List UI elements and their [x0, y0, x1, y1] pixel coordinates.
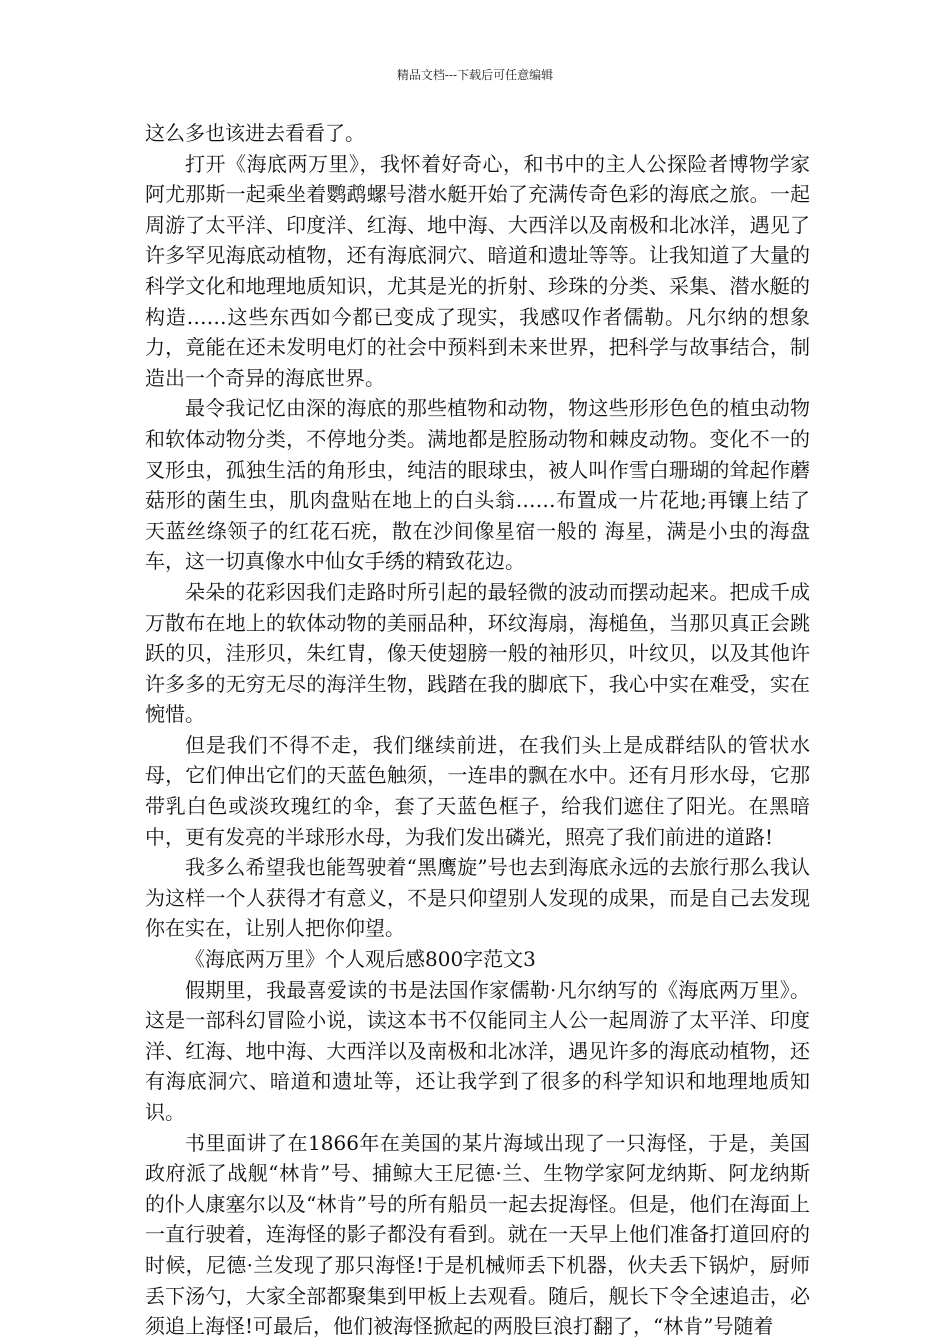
- document-body: [145, 118, 810, 1342]
- paragraph-7: 假期里，我最喜爱读的书是法国作家儒勒·凡尔纳写的《海底两万里》。这是一部科幻冒险小说，读这本书不仅能同主人公一起周游了太平洋、印度洋、红海、地中海、大西洋以及南极和北冰洋，遇见许多的海底动植物，还有海底洞穴、暗道和遗址等，还让我学到了很多的科学知识和地理地质知识。: [145, 977, 810, 1124]
- paragraph-6: 我多么希望我也能驾驶着“黑鹰旋”号也去到海底永远的去旅行那么我认为这样一个人获得才有意义，不是只仰望别人发现的成果，而是自己去发现你在实在，让别人把你仰望。: [145, 855, 810, 941]
- paragraph-8: 书里面讲了在1866年在美国的某片海域出现了一只海怪，于是，美国政府派了战舰“林肯”号、捕鲸大王尼德·兰、生物学家阿龙纳斯、阿龙纳斯的仆人康塞尔以及“林肯”号的所有船员一起去捉海怪。但是，他们在海面上一直行驶着，连海怪的影子都没有看到。就在一天早上他们准备打道回府的时候，尼德·兰发现了那只海怪!于是机械师丢下机器，伙夫丢下锅炉，厨师丢下汤勺，大家全部都聚集到甲板上去观看。随后，舰长下令全速追击，必须追上海怪!可最后，他们被海怪掀起的两股巨浪打翻了，“林肯”号随着: [145, 1130, 810, 1339]
- section-heading: 《海底两万里》个人观后感800字范文3: [185, 947, 536, 972]
- paragraph-1: 这么多也该进去看看了。: [145, 121, 365, 145]
- paragraph-2: 打开《海底两万里》，我怀着好奇心，和书中的主人公探险者博物学家阿尤那斯一起乘坐着鹦鹉螺号潜水艇开始了充满传奇色彩的海底之旅。一起周游了太平洋、印度洋、红海、地中海、大西洋以及南极和北冰洋，遇见了许多罕见海底动植物，还有海底洞穴、暗道和遗址等等。让我知道了大量的科学文化和地理地质知识，尤其是光的折射、珍珠的分类、采集、潜水艇的构造……这些东西如今都已变成了现实，我感叹作者儒勒。凡尔纳的想象力，竟能在还未发明电灯的社会中预料到未来世界，把科学与故事结合，制造出一个奇异的海底世界。: [145, 151, 810, 390]
- paragraph-4: 朵朵的花彩因我们走路时所引起的最轻微的波动而摆动起来。把成千成万散布在地上的软体动物的美丽品种，环纹海扇，海槌鱼，当那贝真正会跳跃的贝，洼形贝，朱红胄，像天使翅膀一般的袖形贝，叶纹贝，以及其他许许多多的无穷无尽的海洋生物，践踏在我的脚底下，我心中实在难受，实在惋惜。: [145, 579, 810, 727]
- paragraph-5: 但是我们不得不走，我们继续前进，在我们头上是成群结队的管状水母，它们伸出它们的天蓝色触须，一连串的飘在水中。还有月形水母，它那带乳白色或淡玫瑰红的伞，套了天蓝色框子，给我们遮住了阳光。在黑暗中，更有发亮的半球形水母，为我们发出磷光，照亮了我们前进的道路!: [145, 732, 810, 849]
- paragraph-3: 最令我记忆由深的海底的那些植物和动物，物这些形形色色的植虫动物和软体动物分类，不停地分类。满地都是腔肠动物和棘皮动物。变化不一的叉形虫，孤独生活的角形虫，纯洁的眼球虫，被人叫作雪白珊瑚的耸起作蘑菇形的菌生虫，肌肉盘贴在地上的白头翁……布置成一片花地;再镶上结了天蓝丝绦领子的红花石疣，散在沙间像星宿一般的 海星，满是小虫的海盘车，这一切真像水中仙女手绣的精致花边。: [145, 396, 810, 574]
- page-header: 精品文档---下载后可任意编辑: [396, 68, 554, 82]
